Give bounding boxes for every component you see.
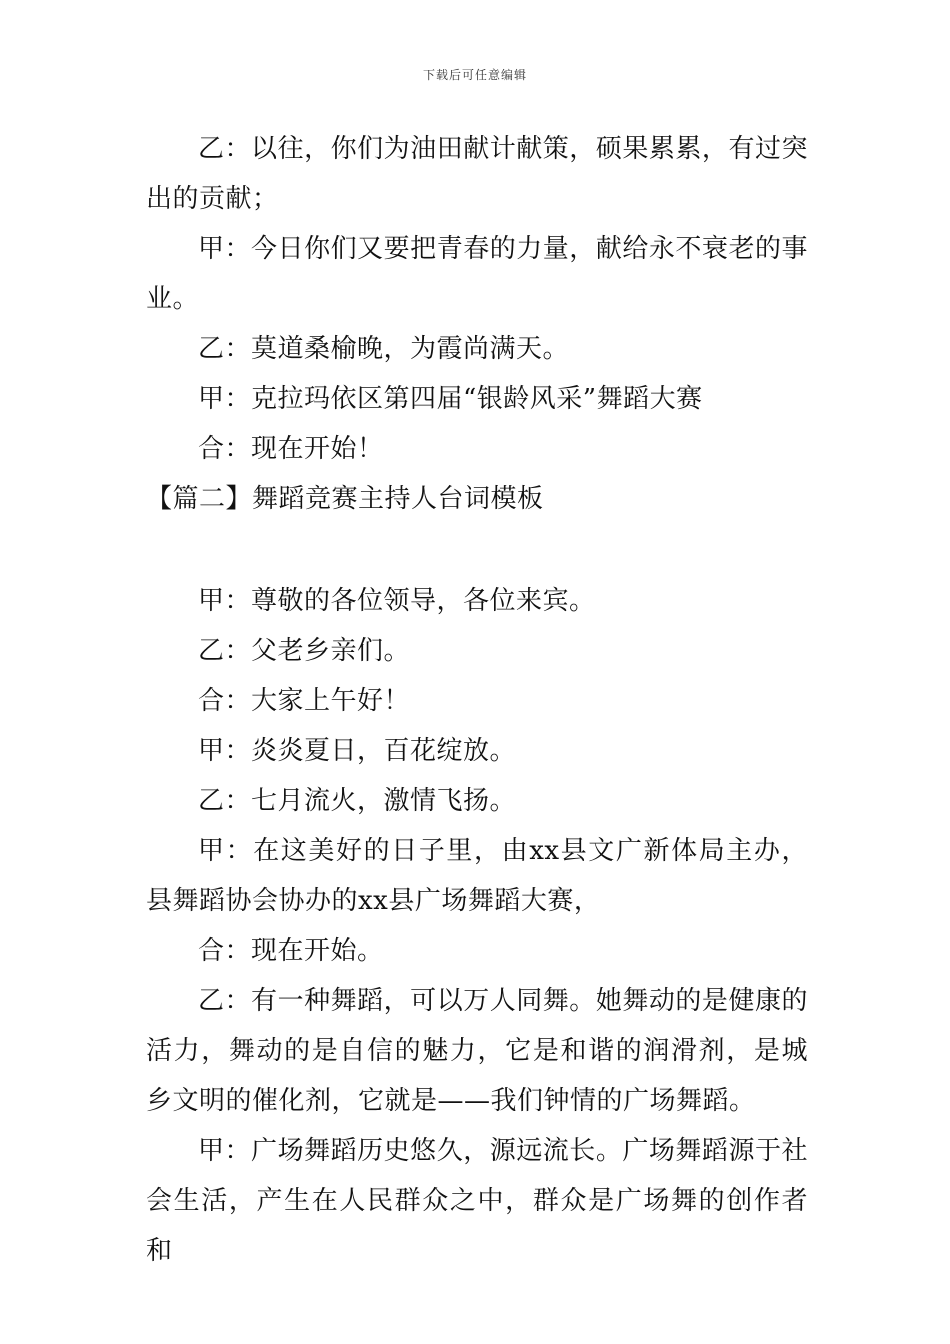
dialogue-paragraph: 乙：以往，你们为油田献计献策，硕果累累，有过突出的贡献； (146, 134, 808, 214)
dialogue-paragraph: 合：现在开始。 (198, 936, 384, 966)
dialogue-paragraph: 乙：父老乡亲们。 (198, 636, 411, 666)
dialogue-paragraph: 乙：有一种舞蹈，可以万人同舞。她舞动的是健康的活力，舞动的是自信的魅力，它是和谐的润滑剂，是城乡文明的催化剂，它就是——我们钟情的广场舞蹈。 (146, 986, 808, 1116)
dialogue-paragraph: 甲：炎炎夏日，百花绽放。 (198, 736, 517, 766)
dialogue-paragraph: 乙：七月流火，激情飞扬。 (198, 786, 517, 816)
document-body (146, 124, 808, 1276)
dialogue-paragraph: 甲：克拉玛依区第四届“银龄风采”舞蹈大赛 (198, 384, 703, 414)
dialogue-paragraph: 甲：在这美好的日子里，由xx县文广新体局主办，县舞蹈协会协办的xx县广场舞蹈大赛， (146, 836, 808, 916)
dialogue-paragraph: 合：大家上午好！ (198, 686, 411, 716)
blank-line (146, 524, 808, 576)
dialogue-paragraph: 合：现在开始！ (198, 434, 384, 464)
dialogue-paragraph: 乙：莫道桑榆晚，为霞尚满天。 (198, 334, 570, 364)
dialogue-paragraph: 甲：尊敬的各位领导，各位来宾。 (198, 586, 596, 616)
dialogue-paragraph: 甲：今日你们又要把青春的力量，献给永不衰老的事业。 (146, 234, 808, 314)
download-note: 下载后可任意编辑 (422, 68, 527, 82)
dialogue-paragraph: 甲：广场舞蹈历史悠久，源远流长。广场舞蹈源于社会生活，产生在人民群众之中，群众是广场舞的创作者和 (146, 1136, 808, 1266)
section-heading: 【篇二】舞蹈竞赛主持人台词模板 (146, 484, 544, 514)
